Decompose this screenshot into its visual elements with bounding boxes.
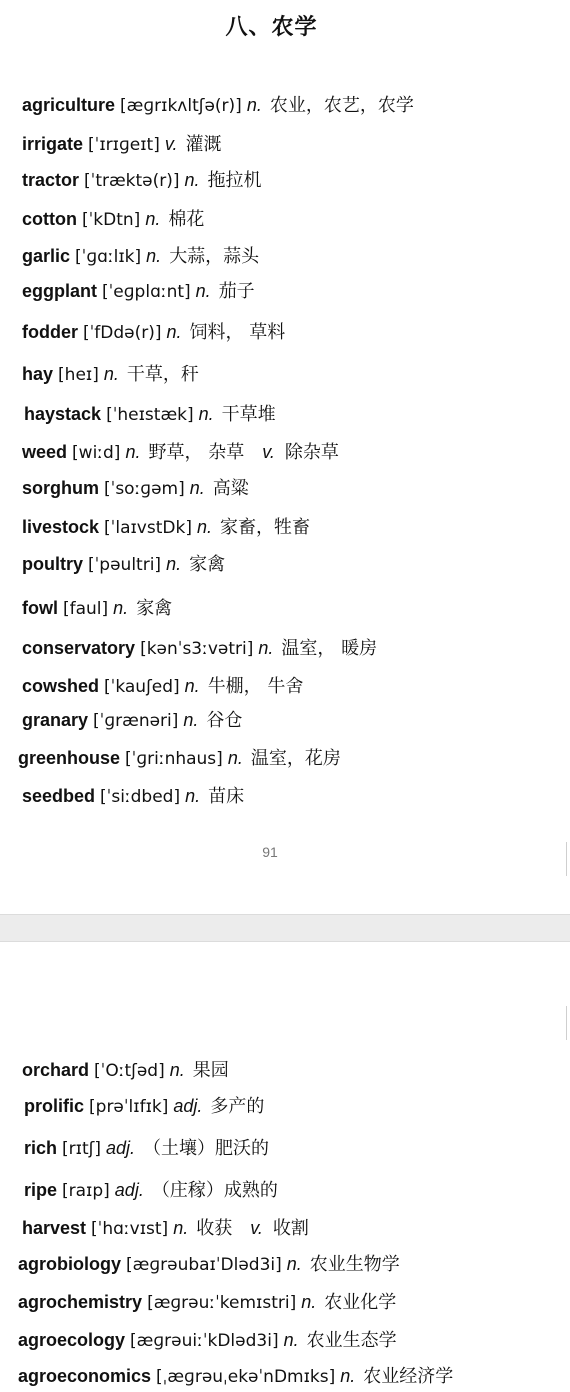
vocab-phonetic: [ˈeɡplɑːnt] <box>102 282 191 302</box>
vocab-part-of-speech: n. <box>183 710 199 730</box>
vocab-phonetic: [prəˈlɪfɪk] <box>89 1097 169 1117</box>
vocab-phonetic: [ˈlaɪvstDk] <box>104 518 192 538</box>
vocab-entry <box>18 746 341 771</box>
vocab-part-of-speech: n. <box>198 404 214 424</box>
vocab-entry <box>22 784 244 809</box>
vocab-definition: 家禽 <box>136 598 173 619</box>
vocab-entry <box>18 1252 400 1277</box>
vocab-phonetic: [ˈkauʃed] <box>104 677 180 697</box>
vocab-entry <box>24 1094 264 1119</box>
vocab-entry <box>24 1178 278 1203</box>
vocab-word: conservatory <box>22 638 136 658</box>
vocab-entry <box>22 515 310 540</box>
vocab-entry <box>22 132 222 157</box>
vocab-part-of-speech: n. <box>169 1060 185 1080</box>
vocab-word: agriculture <box>22 95 116 115</box>
section-title: 八、农学 <box>225 15 318 40</box>
vocab-definition: 家禽 <box>189 554 226 575</box>
vocab-definition: 家畜，牲畜 <box>219 517 310 538</box>
vocab-entry <box>22 674 303 699</box>
vocab-definition: 农业化学 <box>324 1292 397 1313</box>
vocab-part-of-speech: adj. <box>105 1138 135 1158</box>
vocab-entry <box>22 636 377 661</box>
vocab-phonetic: [ˈfDdə(r)] <box>83 323 162 343</box>
vocab-word: agroeconomics <box>18 1366 152 1386</box>
vocab-definition: 干草堆 <box>221 404 276 425</box>
vocab-part-of-speech: n. <box>258 638 274 658</box>
vocab-phonetic: [ˈsiːdbed] <box>100 787 181 807</box>
vocab-word: orchard <box>22 1060 90 1080</box>
vocab-definition: 茄子 <box>218 281 255 302</box>
vocab-word: eggplant <box>22 281 97 301</box>
vocab-part-of-speech: n. <box>173 1218 189 1238</box>
vocab-phonetic: [raɪp] <box>62 1181 110 1201</box>
vocab-word: hay <box>22 364 54 384</box>
vocab-entry <box>22 168 262 193</box>
vocab-entry <box>22 207 204 232</box>
vocab-phonetic: [æɡrəubaɪˈDləd3i] <box>126 1255 282 1275</box>
vocab-part-of-speech: v. <box>164 134 178 154</box>
vocab-word: seedbed <box>22 786 96 806</box>
vocab-phonetic: [ˈɡrænəri] <box>93 711 179 731</box>
vocab-part-of-speech: n. <box>189 478 205 498</box>
vocab-part-of-speech: n. <box>246 95 262 115</box>
vocab-phonetic: [æɡrɪkʌltʃə(r)] <box>120 96 242 116</box>
page-edge-marker <box>566 842 570 876</box>
page-edge-marker <box>566 1006 570 1040</box>
vocab-word: weed <box>22 442 68 462</box>
vocab-word: ripe <box>24 1180 58 1200</box>
vocab-definition: 果园 <box>192 1060 229 1081</box>
vocab-part-of-speech: n. <box>185 786 201 806</box>
vocab-word: fowl <box>22 598 58 618</box>
vocab-entry <box>22 279 255 304</box>
vocab-entry <box>22 552 225 577</box>
vocab-definition: 拖拉机 <box>207 170 262 191</box>
vocab-definition: 农业生态学 <box>306 1330 397 1351</box>
vocab-entry <box>22 320 285 345</box>
vocab-definition: 苗床 <box>208 786 245 807</box>
vocab-definition: 多产的 <box>210 1096 265 1117</box>
vocab-entry <box>22 244 259 269</box>
vocab-phonetic: [ˈhɑːvɪst] <box>91 1219 169 1239</box>
vocab-part-of-speech: n. <box>166 554 182 574</box>
vocab-phonetic: [æɡrəuːˈkemɪstri] <box>147 1293 297 1313</box>
vocab-entry <box>22 93 414 118</box>
vocab-phonetic: [ˈɡriːnhaus] <box>125 749 223 769</box>
vocab-entry <box>22 596 172 621</box>
vocab-part-of-speech: n. <box>103 364 119 384</box>
vocab-part-of-speech: adj. <box>114 1180 144 1200</box>
vocab-phonetic: [rɪtʃ] <box>62 1139 101 1159</box>
vocab-definition: 农业经济学 <box>363 1366 454 1387</box>
vocab-definition: （庄稼）成熟的 <box>151 1180 278 1201</box>
vocab-word: harvest <box>22 1218 87 1238</box>
vocab-definition: 温室， 暖房 <box>281 638 378 659</box>
vocab-part-of-speech-secondary: v. <box>250 1218 263 1238</box>
vocab-definition: 野草， 杂草 <box>148 442 245 463</box>
vocab-part-of-speech: n. <box>286 1254 302 1274</box>
vocab-part-of-speech: n. <box>113 598 129 618</box>
vocab-word: sorghum <box>22 478 100 498</box>
vocab-word: prolific <box>24 1096 85 1116</box>
vocab-phonetic: [ˈheɪstæk] <box>106 405 194 425</box>
vocab-part-of-speech: adj. <box>173 1096 203 1116</box>
vocab-entry <box>22 1216 309 1241</box>
vocab-entry <box>24 402 276 427</box>
vocab-word: agrobiology <box>18 1254 121 1274</box>
vocab-phonetic: [æɡrəuiːˈkDləd3i] <box>130 1331 279 1351</box>
vocab-word: tractor <box>22 170 80 190</box>
vocab-part-of-speech: n. <box>125 442 141 462</box>
vocab-phonetic: [ˌæɡrəuˌekəˈnDmɪks] <box>156 1367 336 1387</box>
vocab-part-of-speech: n. <box>146 246 162 266</box>
vocab-phonetic: [wiːd] <box>72 443 121 463</box>
vocab-part-of-speech: n. <box>196 517 212 537</box>
vocab-phonetic: [faul] <box>63 599 109 619</box>
vocab-word: garlic <box>22 246 71 266</box>
vocab-word: haystack <box>24 404 102 424</box>
vocab-phonetic: [heɪ] <box>58 365 99 385</box>
vocab-entry <box>22 1058 229 1083</box>
vocab-word: cowshed <box>22 676 100 696</box>
vocab-phonetic: [ˈtræktə(r)] <box>84 171 180 191</box>
vocab-entry <box>22 362 199 387</box>
vocab-word: rich <box>24 1138 58 1158</box>
vocab-word: granary <box>22 710 89 730</box>
vocab-word: livestock <box>22 517 100 537</box>
vocab-definition: 收获 <box>196 1218 233 1239</box>
page-number: 91 <box>262 844 278 860</box>
vocab-part-of-speech: n. <box>301 1292 317 1312</box>
vocab-definition: 农业生物学 <box>309 1254 400 1275</box>
vocab-word: greenhouse <box>18 748 121 768</box>
vocab-phonetic: [ˈOːtʃəd] <box>94 1061 165 1081</box>
vocab-part-of-speech-secondary: v. <box>262 442 275 462</box>
vocab-part-of-speech: n. <box>227 748 243 768</box>
vocab-entry <box>18 1290 396 1315</box>
vocab-entry <box>22 708 242 733</box>
vocab-phonetic: [kənˈs3ːvətri] <box>140 639 254 659</box>
vocab-definition: 灌溉 <box>185 134 222 155</box>
vocab-entry <box>22 476 249 501</box>
vocab-definition: 农业，农艺，农学 <box>269 95 414 116</box>
vocab-phonetic: [ˈkDtn] <box>81 210 141 230</box>
vocab-definition: 温室，花房 <box>250 748 341 769</box>
vocab-definition: （土壤）肥沃的 <box>143 1138 269 1159</box>
vocab-part-of-speech: n. <box>283 1330 299 1350</box>
vocab-phonetic: [ˈɪrɪɡeɪt] <box>88 135 160 155</box>
vocab-entry <box>22 440 339 465</box>
vocab-word: agrochemistry <box>18 1292 143 1312</box>
vocab-word: poultry <box>22 554 83 574</box>
vocab-part-of-speech: n. <box>340 1366 356 1386</box>
vocab-entry <box>24 1136 269 1161</box>
vocab-definition: 干草，秆 <box>126 364 199 385</box>
vocab-definition: 棉花 <box>168 209 205 230</box>
vocab-word: irrigate <box>22 134 84 154</box>
vocab-word: fodder <box>22 322 78 342</box>
vocab-definition: 饲料， 草料 <box>189 322 286 343</box>
vocab-definition-secondary: 除杂草 <box>284 442 339 463</box>
vocab-phonetic: [ˈpəultri] <box>88 555 162 575</box>
vocab-part-of-speech: n. <box>195 281 211 301</box>
vocab-phonetic: [ˈɡɑːlɪk] <box>75 247 142 267</box>
vocab-definition-secondary: 收割 <box>272 1218 309 1239</box>
vocab-entry <box>18 1364 453 1389</box>
vocab-word: cotton <box>22 209 77 229</box>
vocab-part-of-speech: n. <box>184 170 200 190</box>
vocab-entry <box>18 1328 397 1353</box>
page-separator <box>0 914 570 942</box>
vocab-definition: 大蒜，蒜头 <box>169 246 260 267</box>
vocab-word: agroecology <box>18 1330 126 1350</box>
vocab-part-of-speech: n. <box>166 322 182 342</box>
vocab-definition: 谷仓 <box>206 710 243 731</box>
vocab-definition: 牛棚， 牛舍 <box>207 676 304 697</box>
vocab-part-of-speech: n. <box>145 209 161 229</box>
document-page-next <box>0 942 570 1392</box>
vocab-definition: 高粱 <box>212 478 249 499</box>
vocab-phonetic: [ˈsoːɡəm] <box>104 479 185 499</box>
vocab-part-of-speech: n. <box>184 676 200 696</box>
